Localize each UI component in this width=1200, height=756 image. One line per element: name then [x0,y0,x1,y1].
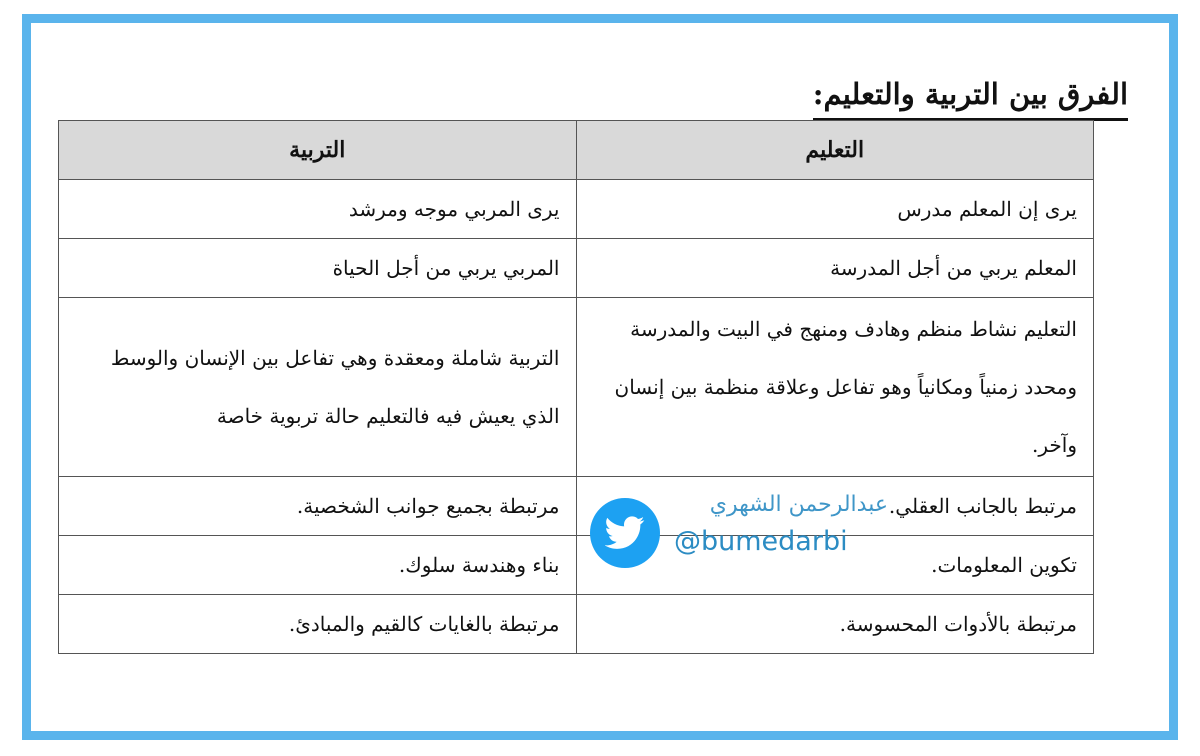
cell-upbringing: بناء وهندسة سلوك. [59,536,577,595]
cell-upbringing: التربية شاملة ومعقدة وهي تفاعل بين الإنسان والوسط الذي يعيش فيه فالتعليم حالة تربوية خاصة [59,298,577,477]
comparison-table [58,120,1094,654]
table-row [59,536,1094,595]
cell-education: المعلم يربي من أجل المدرسة [576,239,1094,298]
table-header-row [59,121,1094,180]
table-row [59,477,1094,536]
cell-education: مرتبط بالجانب العقلي. [576,477,1094,536]
cell-education: يرى إن المعلم مدرس [576,180,1094,239]
table-row [59,180,1094,239]
header-education: التعليم [576,121,1094,180]
twitter-bird-icon [590,498,660,568]
table-row [59,298,1094,477]
cell-education: التعليم نشاط منظم وهادف ومنهج في البيت والمدرسة ومحدد زمنياً ومكانياً وهو تفاعل وعلاقة منظمة بين إنسان وآخر. [576,298,1094,477]
page-title: الفرق بين التربية والتعليم: [813,72,1128,121]
table-row [59,239,1094,298]
twitter-watermark [590,492,900,572]
cell-upbringing: يرى المربي موجه ومرشد [59,180,577,239]
cell-upbringing: المربي يربي من أجل الحياة [59,239,577,298]
watermark-handle: @bumedarbi [674,526,848,557]
table-row [59,595,1094,654]
cell-education: مرتبطة بالأدوات المحسوسة. [576,595,1094,654]
header-upbringing: التربية [59,121,577,180]
cell-upbringing: مرتبطة بالغايات كالقيم والمبادئ. [59,595,577,654]
watermark-author-name: عبدالرحمن الشهري [709,492,888,517]
cell-upbringing: مرتبطة بجميع جوانب الشخصية. [59,477,577,536]
cell-education: تكوين المعلومات. [576,536,1094,595]
